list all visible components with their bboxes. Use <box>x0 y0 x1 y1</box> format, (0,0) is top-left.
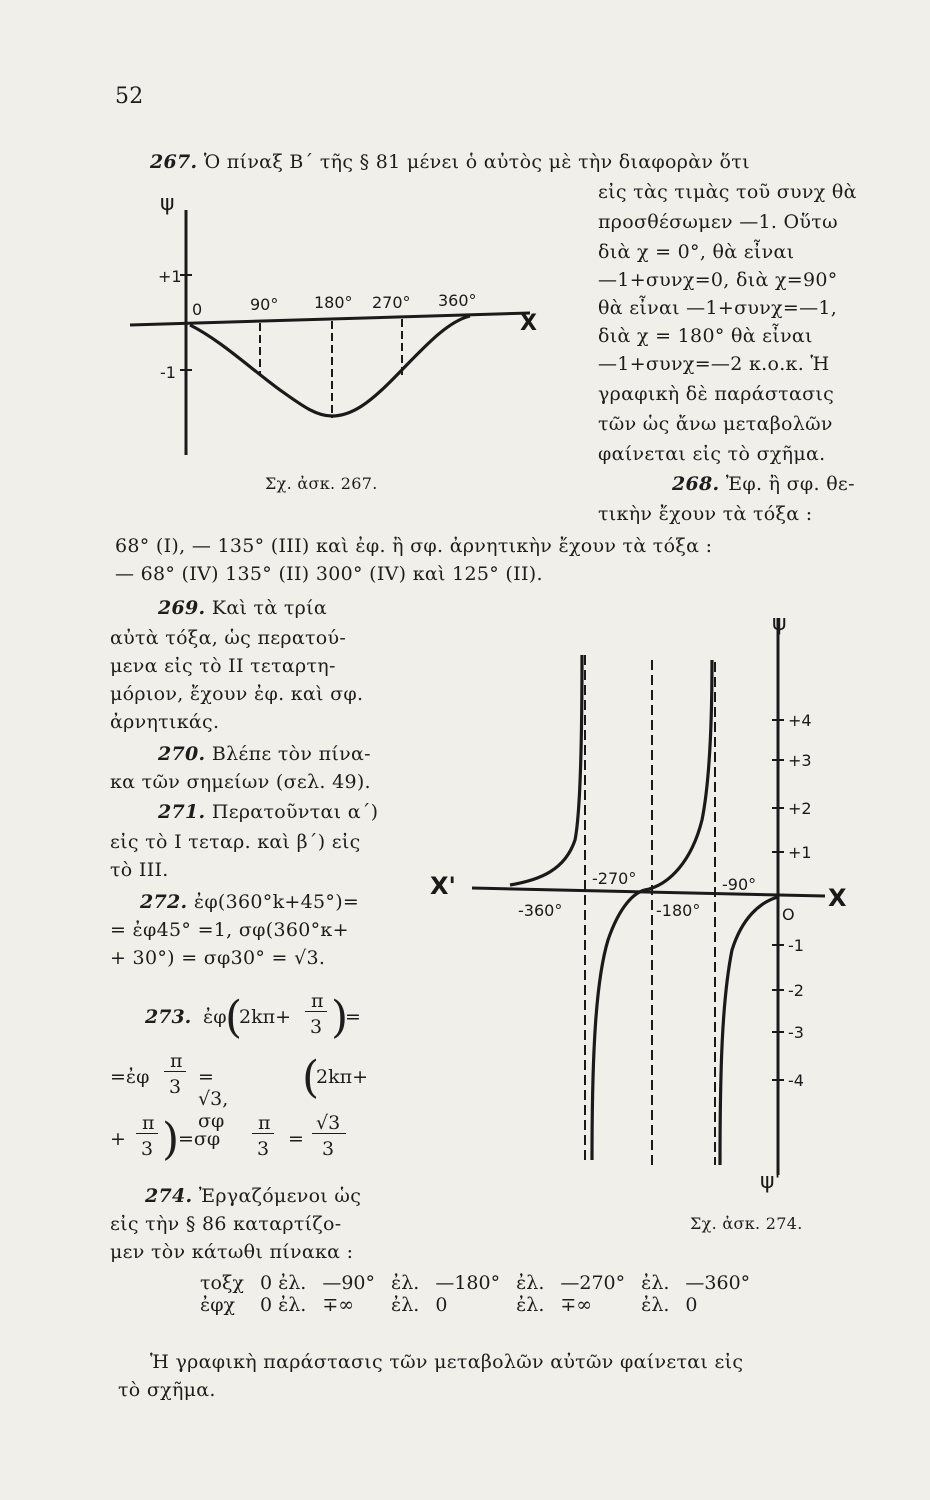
exercise-267-line-5: —1+συνχ=0, διὰ χ=90° <box>598 269 838 291</box>
exercise-268-line-1 <box>672 472 855 496</box>
numerator: π <box>142 1112 155 1134</box>
figure-267-caption: Σχ. ἀσκ. 267. <box>265 474 378 493</box>
paren: ( <box>302 1052 320 1103</box>
exercise-268-line-4: — 68° (IV) 135° (II) 300° (IV) καὶ 125° (II). <box>115 563 543 585</box>
plus1-label: +1 <box>158 267 182 286</box>
y-label-plus3: +3 <box>788 751 812 770</box>
minus90-label: -90° <box>722 875 757 894</box>
numerator: π <box>170 1050 183 1072</box>
exercise-268-line-2: τικὴν ἔχουν τὰ τόξα : <box>598 503 813 525</box>
text: 2kπ+ <box>316 1066 369 1088</box>
exercise-269-line-1 <box>158 596 327 620</box>
y-label-plus2: +2 <box>788 799 812 818</box>
table-cell: —180° <box>435 1272 501 1294</box>
exercise-number: 273. <box>145 1006 192 1028</box>
text: ἐφ <box>203 1006 227 1028</box>
fraction-bar <box>164 1071 186 1072</box>
table-cell: ἐλ. <box>641 1272 670 1294</box>
numerator: π <box>258 1112 271 1134</box>
table-cell: τοξχ <box>200 1272 244 1294</box>
exercise-270-line-1 <box>158 742 371 766</box>
table-cell: —360° <box>685 1272 751 1294</box>
exercise-269-line-2: αὐτὰ τόξα, ὡς περατού- <box>110 627 347 649</box>
text: Ἐργαζόμενοι ὡς <box>198 1185 362 1207</box>
exercise-number: 268. <box>672 473 720 495</box>
exercise-272-line-1 <box>140 890 359 914</box>
fraction-bar <box>305 1011 327 1012</box>
fraction-bar <box>252 1133 274 1134</box>
exercise-271-line-2: εἰς τὸ I τεταρ. καὶ β΄) εἰς <box>110 831 361 853</box>
tick-270-label: 270° <box>372 293 411 312</box>
final-line-1: Ἡ γραφικὴ παράστασις τῶν μεταβολῶν αὐτῶν φαίνεται εἰς <box>150 1351 744 1373</box>
table-cell: 0 ἐλ. <box>259 1294 307 1316</box>
fraction-bar <box>312 1133 346 1134</box>
table-cell: ἐφχ <box>200 1294 236 1316</box>
x-label: X <box>520 311 537 336</box>
table-cell: 0 <box>685 1294 698 1316</box>
exercise-number: 270. <box>158 743 206 765</box>
equals: = <box>345 1006 361 1028</box>
values-table <box>192 1272 758 1316</box>
table-cell: ∓∞ <box>560 1294 593 1316</box>
text: ἐφ(360°k+45°)= <box>193 891 360 913</box>
tan-branch-3 <box>720 897 778 1165</box>
exercise-269-line-5: ἀρνητικάς. <box>110 711 220 733</box>
text: 2kπ+ <box>239 1006 292 1028</box>
tan-branch-1 <box>510 655 582 885</box>
psi-prime-label: ψ' <box>760 1169 781 1194</box>
exercise-number: 274. <box>145 1185 193 1207</box>
x-label: X <box>828 884 847 912</box>
table-cell: ἐλ. <box>516 1294 545 1316</box>
y-label-plus1: +1 <box>788 843 812 862</box>
table-row <box>192 1272 758 1294</box>
text: Ἐφ. ἢ σφ. θε- <box>725 473 855 495</box>
paren: ) <box>162 1114 180 1165</box>
final-line-2: τὸ σχῆμα. <box>118 1379 216 1401</box>
page-number: 52 <box>115 84 144 109</box>
x-prime-label: X' <box>430 872 456 900</box>
exercise-267-line-4: διὰ χ = 0°, θὰ εἶναι <box>598 241 795 263</box>
figure-274 <box>430 600 850 1200</box>
denominator: 3 <box>322 1138 335 1160</box>
exercise-268-line-3: 68° (I), — 135° (III) καὶ ἐφ. ἢ σφ. ἀρνητικὴν ἔχουν τὰ τόξα : <box>115 535 713 557</box>
origin-label: O <box>782 905 795 924</box>
minus270-label: -270° <box>592 869 637 888</box>
table-cell: ἐλ. <box>391 1272 420 1294</box>
exercise-272-line-3: + 30°) = σφ30° = √3. <box>110 947 326 969</box>
text: Καὶ τὰ τρία <box>211 597 327 619</box>
y-label-minus2: -2 <box>788 981 804 1000</box>
exercise-267-line-7: διὰ χ = 180° θὰ εἶναι <box>598 325 813 347</box>
minus180-label: -180° <box>656 901 701 920</box>
exercise-270-line-2: κα τῶν σημείων (σελ. 49). <box>110 771 371 793</box>
curve-cos-minus-1 <box>190 316 470 416</box>
text: =σφ <box>178 1128 221 1150</box>
exercise-271-line-3: τὸ III. <box>110 859 169 881</box>
text: Ὁ πίναξ Β΄ τῆς § 81 μένει ὁ αὐτὸς μὲ τὴν διαφορὰν ὅτι <box>203 151 750 173</box>
psi-label: ψ <box>160 191 175 216</box>
psi-label: ψ <box>772 611 787 636</box>
exercise-267-line-3: προσθέσωμεν —1. Οὕτω <box>598 211 838 233</box>
exercise-267-line-9: γραφικὴ δὲ παράστασις <box>598 383 835 405</box>
text: Βλέπε τὸν πίνα- <box>211 743 371 765</box>
y-label-minus3: -3 <box>788 1023 804 1042</box>
exercise-267-line-11: φαίνεται εἰς τὸ σχῆμα. <box>598 443 826 465</box>
exercise-number: 269. <box>158 597 206 619</box>
exercise-272-line-2: = ἐφ45° =1, σφ(360°κ+ <box>110 919 349 941</box>
exercise-267-line-2: εἰς τὰς τιμὰς τοῦ συνχ θὰ <box>598 181 857 203</box>
minus1-label: -1 <box>160 363 176 382</box>
exercise-number: 267. <box>150 151 198 173</box>
zero-label: 0 <box>192 300 203 319</box>
tick-180-label: 180° <box>314 293 353 312</box>
equals: = <box>288 1128 304 1150</box>
tick-360-label: 360° <box>438 291 477 310</box>
plus: + <box>110 1128 126 1150</box>
y-label-plus4: +4 <box>788 711 812 730</box>
minus360-label: -360° <box>518 901 563 920</box>
table-cell: —90° <box>322 1272 376 1294</box>
fraction-bar <box>136 1133 158 1134</box>
denominator: 3 <box>257 1138 270 1160</box>
table-cell: ἐλ. <box>641 1294 670 1316</box>
exercise-number: 272. <box>140 891 188 913</box>
exercise-274-line-1 <box>145 1184 361 1208</box>
x-axis <box>130 313 530 325</box>
text: =ἐφ <box>110 1066 150 1088</box>
text: = √3, σφ <box>198 1066 229 1132</box>
exercise-267-line-8: —1+συνχ=—2 κ.ο.κ. Ἡ <box>598 353 830 375</box>
exercise-271-line-1 <box>158 800 378 824</box>
table-cell: ∓∞ <box>322 1294 355 1316</box>
exercise-269-line-3: μενα εἰς τὸ II τεταρτη- <box>110 655 336 677</box>
table-cell: ἐλ. <box>516 1272 545 1294</box>
tick-90-label: 90° <box>250 295 279 314</box>
table-row <box>192 1294 758 1316</box>
table-cell: ἐλ. <box>391 1294 420 1316</box>
y-label-minus4: -4 <box>788 1071 804 1090</box>
table-cell: —270° <box>560 1272 626 1294</box>
exercise-267-line-6: θὰ εἶναι —1+συνχ=—1, <box>598 297 838 319</box>
table-cell: 0 ἐλ. <box>259 1272 307 1294</box>
numerator: π <box>311 990 324 1012</box>
figure-267 <box>120 190 540 480</box>
denominator: 3 <box>141 1138 154 1160</box>
y-label-minus1: -1 <box>788 936 804 955</box>
figure-274-caption: Σχ. ἀσκ. 274. <box>690 1214 803 1233</box>
table-cell: 0 <box>435 1294 448 1316</box>
exercise-269-line-4: μόριον, ἔχουν ἐφ. καὶ σφ. <box>110 683 364 705</box>
paren: ) <box>331 992 349 1043</box>
exercise-number: 271. <box>158 801 206 823</box>
exercise-274-line-2: εἰς τὴν § 86 καταρτίζο- <box>110 1213 342 1235</box>
paren: ( <box>225 992 243 1043</box>
exercise-267-line-10: τῶν ὡς ἄνω μεταβολῶν <box>598 413 833 435</box>
text: Περατοῦνται α΄) <box>211 801 379 823</box>
exercise-274-line-3: μεν τὸν κάτωθι πίνακα : <box>110 1241 354 1263</box>
denominator: 3 <box>310 1016 323 1038</box>
numerator: √3 <box>316 1112 341 1134</box>
denominator: 3 <box>169 1076 182 1098</box>
exercise-267-line-1 <box>150 150 750 174</box>
